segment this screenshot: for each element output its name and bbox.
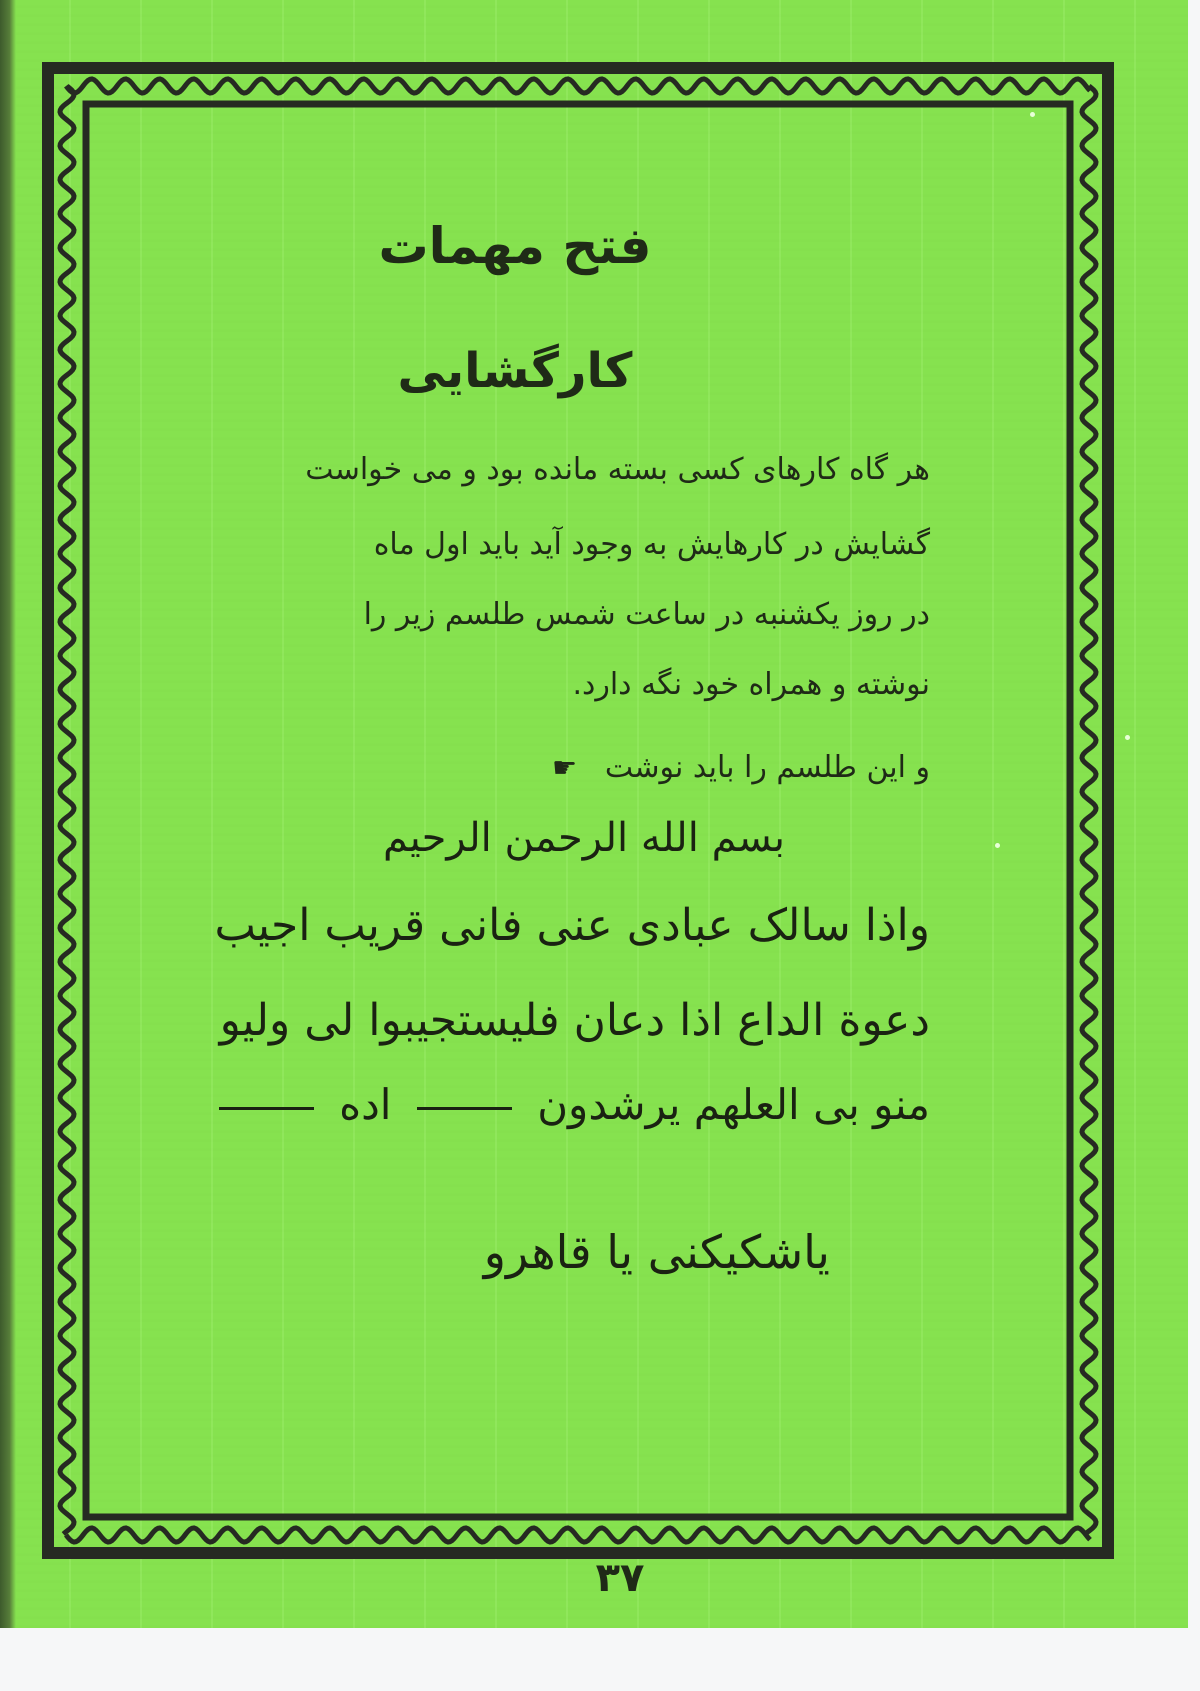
paragraph-line-2: گشایش در کارهایش به وجود آید باید اول ماه bbox=[373, 527, 930, 562]
page-number: ۳۷ bbox=[595, 1555, 645, 1601]
handwritten-invocation: یاشکیکنی یا قاهرو bbox=[483, 1225, 830, 1279]
inner-border bbox=[86, 104, 1070, 1517]
paper-speck bbox=[1125, 735, 1130, 740]
paragraph-line-1: هر گاه کارهای کسی بسته مانده بود و می خواست bbox=[305, 452, 930, 487]
paragraph-line-4: نوشته و همراه خود نگه دارد. bbox=[572, 667, 930, 702]
wave-border-right bbox=[1082, 86, 1096, 1534]
handwritten-verse-line-3-text: منو بی العلهم یرشدون bbox=[537, 1080, 930, 1129]
paragraph-line-5-text: و این طلسم را باید نوشت bbox=[604, 750, 930, 785]
blank-dash bbox=[219, 1107, 314, 1110]
paragraph-line-3: در روز یکشنبه در ساعت شمس طلسم زیر را bbox=[363, 597, 930, 632]
paragraph-line-5 bbox=[210, 750, 930, 785]
blank-dash bbox=[417, 1107, 512, 1110]
paper-speck bbox=[1030, 112, 1035, 117]
wave-border-top bbox=[66, 79, 1090, 93]
wave-border-bottom bbox=[66, 1528, 1090, 1542]
handwritten-verse-line-1: واذا سالک عبادی عنی فانی قریب اجیب bbox=[214, 900, 930, 951]
handwritten-verse-line-2: دعوة الداع اذا دعان فلیستجیبوا لی ولیو bbox=[219, 995, 930, 1046]
document-title: فتح مهمات bbox=[378, 217, 652, 275]
paper-speck bbox=[995, 843, 1000, 848]
handwritten-verse-line-3-suffix: اده bbox=[339, 1080, 392, 1129]
document-subtitle: کارگشایی bbox=[397, 343, 633, 399]
handwritten-basmala: بسم الله الرحمن الرحیم bbox=[382, 815, 785, 861]
wave-border-left bbox=[60, 86, 74, 1534]
outer-border bbox=[48, 68, 1108, 1553]
pointing-hand-icon: ☚ bbox=[552, 751, 578, 784]
handwritten-verse-line-3 bbox=[207, 1080, 930, 1129]
